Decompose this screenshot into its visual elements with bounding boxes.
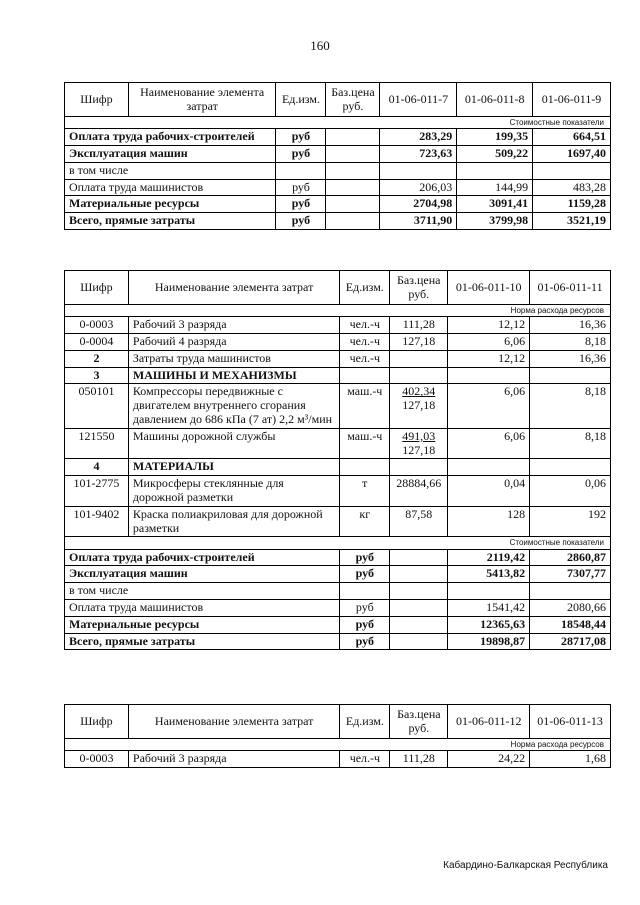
table-cell	[340, 459, 390, 476]
header-cell: Баз.цена руб.	[326, 83, 380, 117]
subheader-row	[65, 739, 611, 751]
table-cell: 16,36	[530, 317, 611, 334]
table-cell: 8,18	[530, 333, 611, 350]
table-cell	[326, 145, 380, 162]
header-cell: 01-06-011-7	[380, 83, 457, 117]
table-cell	[390, 566, 448, 583]
table-cell: 6,06	[448, 428, 530, 459]
table-cell: 111,28	[390, 751, 448, 768]
table-cell	[390, 616, 448, 633]
table-row	[65, 162, 611, 179]
table-cell: 3799,98	[457, 213, 533, 230]
table-cell: чел.-ч	[340, 317, 390, 334]
cost-table-2	[64, 270, 611, 650]
header-cell: Наименование элемента затрат	[128, 705, 339, 739]
table-cell: 2860,87	[530, 549, 611, 566]
table-cell: МАШИНЫ И МЕХАНИЗМЫ	[128, 367, 339, 384]
table-cell: руб	[276, 129, 326, 146]
table-cell	[457, 162, 533, 179]
table-cell	[326, 196, 380, 213]
table-cell: Оплата труда рабочих-строителей	[65, 129, 276, 146]
table-row	[65, 506, 611, 537]
table-cell: Оплата труда машинистов	[65, 599, 340, 616]
header-cell: 01-06-011-13	[530, 705, 611, 739]
subheader-row	[65, 537, 611, 549]
header-cell: Наименование элемента затрат	[128, 271, 339, 305]
table-cell: Рабочий 3 разряда	[128, 751, 339, 768]
table-cell: 1159,28	[533, 196, 611, 213]
table-cell	[340, 583, 390, 600]
table-cell: 206,03	[380, 179, 457, 196]
table-cell: 509,22	[457, 145, 533, 162]
table-cell: руб	[340, 616, 390, 633]
table-cell: 283,29	[380, 129, 457, 146]
table-cell	[530, 459, 611, 476]
summary-row	[65, 616, 611, 633]
table-row	[65, 179, 611, 196]
table-cell	[326, 213, 380, 230]
table-cell	[390, 549, 448, 566]
table-cell: кг	[340, 506, 390, 537]
table-cell: в том числе	[65, 162, 276, 179]
table-cell: Рабочий 4 разряда	[128, 333, 339, 350]
table-cell: 8,18	[530, 428, 611, 459]
footer-region: Кабардино-Балкарская Республика	[443, 860, 608, 871]
table-cell: 199,35	[457, 129, 533, 146]
table-cell	[448, 459, 530, 476]
table-cell: 4	[65, 459, 129, 476]
summary-row	[65, 583, 611, 600]
table-cell: руб	[276, 179, 326, 196]
table-row	[65, 145, 611, 162]
operator-wage: 127,18	[402, 442, 436, 457]
table-cell: Эксплуатация машин	[65, 145, 276, 162]
table-cell: 101-9402	[65, 506, 129, 537]
header-cell: 01-06-011-10	[448, 271, 530, 305]
table-cell: 19898,87	[448, 633, 530, 650]
header-cell: 01-06-011-9	[533, 83, 611, 117]
table-cell	[390, 384, 448, 428]
table-cell: Материальные ресурсы	[65, 616, 340, 633]
summary-row	[65, 566, 611, 583]
table-cell: 2119,42	[448, 549, 530, 566]
table-cell: 3	[65, 367, 129, 384]
table-cell: руб	[276, 145, 326, 162]
table-cell: Рабочий 3 разряда	[128, 317, 339, 334]
table-row	[65, 196, 611, 213]
table-cell	[448, 367, 530, 384]
table-cell	[390, 333, 448, 350]
table-cell	[448, 583, 530, 600]
table-cell	[390, 506, 448, 537]
table-cell	[380, 162, 457, 179]
table-row	[65, 476, 611, 507]
table-cell: 121550	[65, 428, 129, 459]
table-cell: 050101	[65, 384, 129, 428]
table-cell: руб	[276, 196, 326, 213]
table-cell: Оплата труда рабочих-строителей	[65, 549, 340, 566]
table-cell	[530, 367, 611, 384]
table-cell: 101-2775	[65, 476, 129, 507]
table-cell	[533, 162, 611, 179]
table-cell: 7307,77	[530, 566, 611, 583]
header-cell: Шифр	[65, 271, 129, 305]
table-cell	[390, 583, 448, 600]
table-cell: Компрессоры передвижные с двигателем внутреннего сгорания давлением до 686 кПа (7 ат) 2,2 м³/мин	[128, 384, 339, 428]
table-cell: Материальные ресурсы	[65, 196, 276, 213]
base-price: 87,58	[405, 506, 433, 521]
table-cell: чел.-ч	[340, 333, 390, 350]
table-cell: 12365,63	[448, 616, 530, 633]
table-cell: 2704,98	[380, 196, 457, 213]
table-cell	[326, 179, 380, 196]
subheader-norm: Норма расхода ресурсов	[65, 305, 611, 317]
table-cell: 723,63	[380, 145, 457, 162]
header-cell: Наименование элемента затрат	[128, 83, 276, 117]
header-cell: 01-06-011-12	[448, 705, 530, 739]
base-price: 402,34	[402, 384, 436, 399]
table-header-row	[65, 271, 611, 305]
header-cell: Шифр	[65, 705, 129, 739]
subheader-norm: Норма расхода ресурсов	[65, 739, 611, 751]
table-cell: 0,04	[448, 476, 530, 507]
table-cell: 12,12	[448, 317, 530, 334]
table-cell: Эксплуатация машин	[65, 566, 340, 583]
table-cell: 3091,41	[457, 196, 533, 213]
table-row	[65, 129, 611, 146]
summary-row	[65, 633, 611, 650]
table-cell	[390, 428, 448, 459]
table-cell: 24,22	[448, 751, 530, 768]
table-cell	[390, 459, 448, 476]
table-header-row	[65, 83, 611, 117]
table-cell: руб	[340, 566, 390, 583]
table-cell: Микросферы стеклянные для дорожной разметки	[128, 476, 339, 507]
table-cell	[276, 162, 326, 179]
table-cell: руб	[340, 633, 390, 650]
table-cell	[390, 317, 448, 334]
table-cell: Машины дорожной службы	[128, 428, 339, 459]
table-cell: 0,06	[530, 476, 611, 507]
table-cell	[390, 633, 448, 650]
table-cell: чел.-ч	[340, 751, 390, 768]
summary-row	[65, 599, 611, 616]
table-cell: 3521,19	[533, 213, 611, 230]
table-cell	[326, 129, 380, 146]
table-row	[65, 350, 611, 367]
table-cell: т	[340, 476, 390, 507]
table-cell: 6,06	[448, 333, 530, 350]
table-cell: 144,99	[457, 179, 533, 196]
table-cell: 28717,08	[530, 633, 611, 650]
cost-table-3	[64, 704, 611, 768]
table-cell: чел.-ч	[340, 350, 390, 367]
subheader-row	[65, 117, 611, 129]
table-cell: руб	[276, 213, 326, 230]
table-cell: в том числе	[65, 583, 340, 600]
table-cell	[390, 367, 448, 384]
table-cell: руб	[340, 599, 390, 616]
table-row	[65, 459, 611, 476]
table-row	[65, 367, 611, 384]
table-cell	[390, 350, 448, 367]
table-cell: руб	[340, 549, 390, 566]
table-cell: 0-0003	[65, 317, 129, 334]
summary-row	[65, 549, 611, 566]
table-cell	[390, 599, 448, 616]
subheader-cost: Стоимостные показатели	[65, 117, 611, 129]
table-row	[65, 751, 611, 768]
header-cell: Ед.изм.	[340, 705, 390, 739]
table-cell: Оплата труда машинистов	[65, 179, 276, 196]
table-cell: 3711,90	[380, 213, 457, 230]
table-row	[65, 428, 611, 459]
base-price: 28884,66	[396, 476, 442, 491]
base-price: 491,03	[402, 428, 436, 443]
table-cell: Всего, прямые затраты	[65, 633, 340, 650]
table-cell: 12,12	[448, 350, 530, 367]
table-cell: Всего, прямые затраты	[65, 213, 276, 230]
table-row	[65, 317, 611, 334]
subheader-cost: Стоимостные показатели	[65, 537, 611, 549]
cost-table-1	[64, 82, 611, 230]
table-cell	[390, 476, 448, 507]
table-cell: МАТЕРИАЛЫ	[128, 459, 339, 476]
operator-wage: 127,18	[402, 398, 436, 413]
subheader-row	[65, 305, 611, 317]
table-cell: 1541,42	[448, 599, 530, 616]
table-cell: маш.-ч	[340, 428, 390, 459]
table-cell: 0-0003	[65, 751, 129, 768]
header-cell: Баз.цена руб.	[390, 705, 448, 739]
table-cell: 192	[530, 506, 611, 537]
table-cell	[340, 367, 390, 384]
table-cell: 6,06	[448, 384, 530, 428]
table-cell: 16,36	[530, 350, 611, 367]
table-cell: 483,28	[533, 179, 611, 196]
page-number: 160	[310, 38, 330, 53]
table-cell: 8,18	[530, 384, 611, 428]
table-cell: Затраты труда машинистов	[128, 350, 339, 367]
table-header-row	[65, 705, 611, 739]
table-cell: 1,68	[530, 751, 611, 768]
table-cell	[326, 162, 380, 179]
table-cell: 2	[65, 350, 129, 367]
table-cell: 128	[448, 506, 530, 537]
table-cell: маш.-ч	[340, 384, 390, 428]
table-cell: 664,51	[533, 129, 611, 146]
table-cell: 1697,40	[533, 145, 611, 162]
header-cell: 01-06-011-11	[530, 271, 611, 305]
table-cell: 5413,82	[448, 566, 530, 583]
table-cell: 0-0004	[65, 333, 129, 350]
table-row	[65, 213, 611, 230]
header-cell: Ед.изм.	[276, 83, 326, 117]
header-cell: Баз.цена руб.	[390, 271, 448, 305]
table-cell	[530, 583, 611, 600]
table-row	[65, 333, 611, 350]
base-price: 111,28	[402, 317, 435, 332]
header-cell: Шифр	[65, 83, 129, 117]
base-price: 127,18	[402, 333, 436, 348]
header-cell: Ед.изм.	[340, 271, 390, 305]
table-cell: Краска полиакриловая для дорожной разметки	[128, 506, 339, 537]
table-cell: 18548,44	[530, 616, 611, 633]
table-cell: 2080,66	[530, 599, 611, 616]
table-row	[65, 384, 611, 428]
header-cell: 01-06-011-8	[457, 83, 533, 117]
